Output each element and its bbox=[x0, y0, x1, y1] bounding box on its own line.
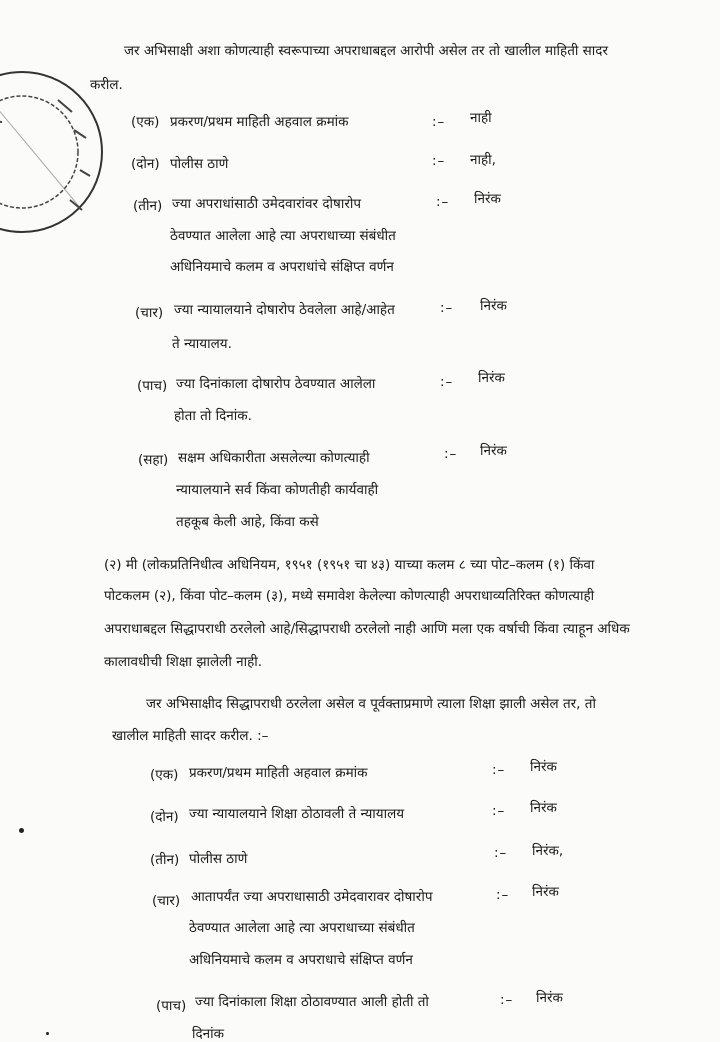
list-item-value: निरंक bbox=[480, 298, 507, 314]
list-item-label: ठेवण्यात आलेला आहे त्या अपराधाच्या संबंधीत bbox=[170, 228, 396, 244]
list-item-label: प्रकरण/प्रथम माहिती अहवाल क्रमांक bbox=[170, 114, 349, 130]
list-item-label: पोलीस ठाणे bbox=[189, 851, 248, 867]
scan-mark bbox=[19, 828, 24, 833]
paragraph-line: जर अभिसाक्षीद सिद्धापराधी ठरलेला असेल व पूर्वक्ताप्रमाणे त्याला शिक्षा झाली असेल तर, तो bbox=[146, 696, 596, 712]
list-item-value: निरंक bbox=[480, 443, 507, 459]
list-item-label: पोलीस ठाणे bbox=[170, 156, 229, 172]
list-item-label: अधिनियमाचे कलम व अपराधांचे संक्षिप्त वर्णन bbox=[170, 259, 394, 275]
list-item-separator: :– bbox=[444, 446, 458, 462]
list-item-value: निरंक bbox=[478, 370, 505, 386]
paragraph-line: खालील माहिती सादर करील. :– bbox=[112, 728, 269, 744]
list-item-separator: :– bbox=[494, 845, 508, 861]
list-item-separator: :– bbox=[500, 992, 514, 1008]
list-item-value: निरंक bbox=[530, 759, 557, 775]
list-item-number: (तीन) bbox=[133, 198, 163, 214]
list-item-number: (पाच) bbox=[156, 998, 187, 1014]
paragraph-line: पोटकलम (२), किंवा पोट–कलम (३), मध्ये समावेश केलेल्या कोणत्याही अपराधाव्यतिरिक्त कोणत्याही bbox=[104, 588, 595, 604]
list-item-label: तहकूब केली आहे, किंवा कसे bbox=[176, 514, 319, 530]
list-item-label: ज्या अपराधांसाठी उमेदवारांवर दोषारोप bbox=[172, 196, 362, 212]
list-item-label: ज्या दिनांकाला दोषारोप ठेवण्यात आलेला bbox=[176, 376, 376, 392]
list-item-number: (तीन) bbox=[150, 852, 180, 868]
list-item-separator: :– bbox=[440, 300, 454, 316]
list-item-label: आतापर्यंत ज्या अपराधासाठी उमेदवारावर दोषारोप bbox=[191, 889, 433, 905]
list-item-number: (दोन) bbox=[150, 809, 179, 825]
list-item-separator: :– bbox=[436, 194, 450, 210]
list-item-separator: :– bbox=[492, 762, 506, 778]
list-item-value: नाही bbox=[470, 110, 492, 126]
list-item-value: निरंक bbox=[530, 800, 557, 816]
list-item-label: ठेवण्यात आलेला आहे त्या अपराधाच्या संबंधीत bbox=[189, 920, 415, 936]
list-item-number: (एक) bbox=[150, 767, 179, 783]
list-item-number: (सहा) bbox=[138, 452, 169, 468]
list-item-number: (पाच) bbox=[137, 378, 168, 394]
list-item-separator: :– bbox=[432, 114, 446, 130]
list-item-number: (चार) bbox=[135, 305, 164, 321]
list-item-value: नाही, bbox=[470, 152, 496, 168]
list-item-separator: :– bbox=[496, 887, 510, 903]
paragraph-line: कालावधीची शिक्षा झालेली नाही. bbox=[104, 654, 263, 670]
list-item-label: दिनांक bbox=[192, 1026, 225, 1042]
scan-mark bbox=[46, 1032, 49, 1035]
list-item-label: प्रकरण/प्रथम माहिती अहवाल क्रमांक bbox=[189, 765, 368, 781]
list-item-value: निरंक bbox=[532, 884, 559, 900]
list-item-number: (एक) bbox=[131, 114, 160, 130]
list-item-label: ज्या दिनांकाला शिक्षा ठोठावण्यात आली होती तो bbox=[195, 994, 429, 1010]
list-item-label: ज्या न्यायालयाने दोषारोप ठेवलेला आहे/आहेत bbox=[174, 302, 395, 318]
list-item-label: न्यायालयाने सर्व किंवा कोणतीही कार्यवाही bbox=[176, 482, 379, 498]
intro-line-2: करील. bbox=[90, 77, 123, 93]
list-item-value: निरंक, bbox=[532, 843, 564, 859]
paragraph-line: (२) मी (लोकप्रतिनिधीत्व अधिनियम, १९५१ (१९५१ चा ४३) याच्या कलम ८ च्या पोट–कलम (१) किंवा bbox=[104, 557, 595, 573]
list-item-value: निरंक bbox=[536, 990, 563, 1006]
list-item-number: (चार) bbox=[152, 893, 181, 909]
list-item-label: ते न्यायालय. bbox=[172, 336, 232, 352]
list-item-separator: :– bbox=[432, 153, 446, 169]
list-item-label: ज्या न्यायालयाने शिक्षा ठोठावली ते न्यायालय bbox=[189, 806, 405, 822]
list-item-label: सक्षम अधिकारीता असलेल्या कोणत्याही bbox=[178, 450, 370, 466]
list-item-separator: :– bbox=[492, 803, 506, 819]
list-item-label: होता तो दिनांक. bbox=[174, 408, 252, 424]
list-item-number: (दोन) bbox=[131, 156, 160, 172]
list-item-value: निरंक bbox=[474, 191, 501, 207]
paragraph-line: अपराधाबद्दल सिद्धापराधी ठरलेलो आहे/सिद्धापराधी ठरलेलो नाही आणि मला एक वर्षाची किंवा त्याहून अधिक bbox=[104, 621, 630, 637]
list-item-separator: :– bbox=[440, 374, 454, 390]
list-item-label: अधिनियमाचे कलम व अपराधाचे संक्षिप्त वर्णन bbox=[189, 952, 413, 968]
intro-line-1: जर अभिसाक्षी अशा कोणत्याही स्वरूपाच्या अपराधाबद्दल आरोपी असेल तर तो खालील माहिती सादर bbox=[124, 43, 608, 59]
